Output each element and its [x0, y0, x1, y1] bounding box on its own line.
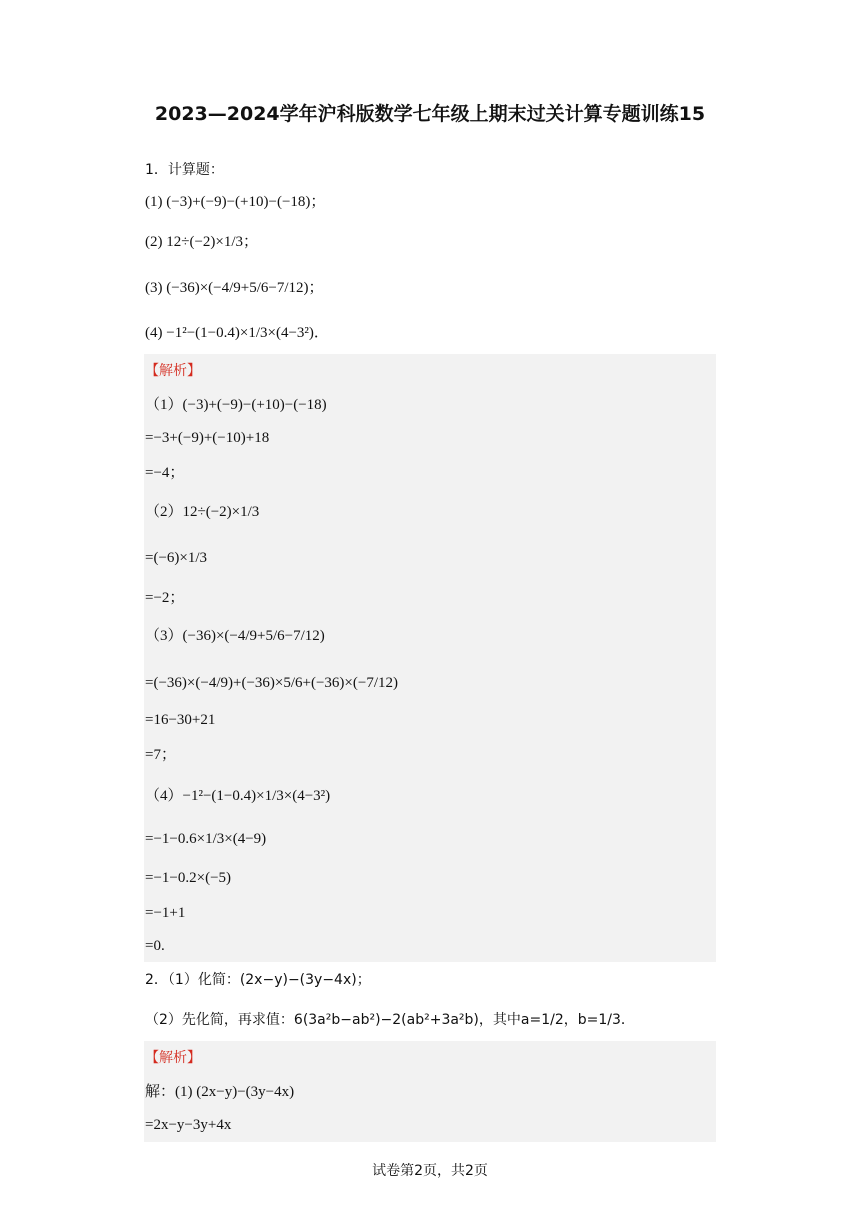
- solution-1-line: =−4；: [145, 465, 185, 481]
- solution-2-line: =2x−y−3y+4x: [145, 1117, 232, 1133]
- solution-2-line: 解：(1) (2x−y)−(3y−4x): [145, 1084, 295, 1100]
- solution-1-line: （1）(−3)+(−9)−(+10)−(−18): [145, 397, 327, 413]
- question-1-item-4: (4) −1²−(1−0.4)×1/3×(4−3²)．: [145, 325, 329, 341]
- solution-2-label: 【解析】: [145, 1050, 201, 1066]
- page-title: 2023—2024学年沪科版数学七年级上期末过关计算专题训练15: [154, 103, 706, 125]
- solution-1-line: （3）(−36)×(−4/9+5/6−7/12): [145, 628, 325, 644]
- solution-1-line: =−1−0.6×1/3×(4−9): [145, 831, 267, 847]
- solution-1-line: （2）12÷(−2)×1/3: [145, 504, 260, 520]
- solution-1-line: =7；: [145, 747, 176, 763]
- solution-1-line: =0.: [145, 938, 165, 954]
- question-2-part-2: （2）先化简，再求值：6(3a²b−ab²)−2(ab²+3a²b)，其中a=1/2，b=1/3．: [145, 1012, 635, 1028]
- solution-1-label: 【解析】: [145, 363, 201, 379]
- solution-1-line: =−1−0.2×(−5): [145, 870, 232, 886]
- question-1-item-2: (2) 12÷(−2)×1/3；: [145, 234, 259, 250]
- question-1-item-3: (3) (−36)×(−4/9+5/6−7/12)；: [145, 280, 324, 296]
- page-footer: 试卷第2页，共2页: [372, 1163, 488, 1179]
- solution-1-line: =−1+1: [145, 905, 186, 921]
- solution-1-line: =−3+(−9)+(−10)+18: [145, 430, 270, 446]
- question-1-heading: 1．计算题：: [145, 162, 224, 178]
- question-2-part-1: 2．（1）化简：(2x−y)−(3y−4x)；: [145, 972, 371, 988]
- solution-1-line: =−2；: [145, 590, 185, 606]
- question-1-item-1: (1) (−3)+(−9)−(+10)−(−18)；: [145, 194, 326, 210]
- solution-1-line: =16−30+21: [145, 712, 216, 728]
- solution-1-line: =(−36)×(−4/9)+(−36)×5/6+(−36)×(−7/12): [145, 675, 399, 691]
- solution-1-line: =(−6)×1/3: [145, 550, 208, 566]
- solution-1-line: （4）−1²−(1−0.4)×1/3×(4−3²): [145, 788, 331, 804]
